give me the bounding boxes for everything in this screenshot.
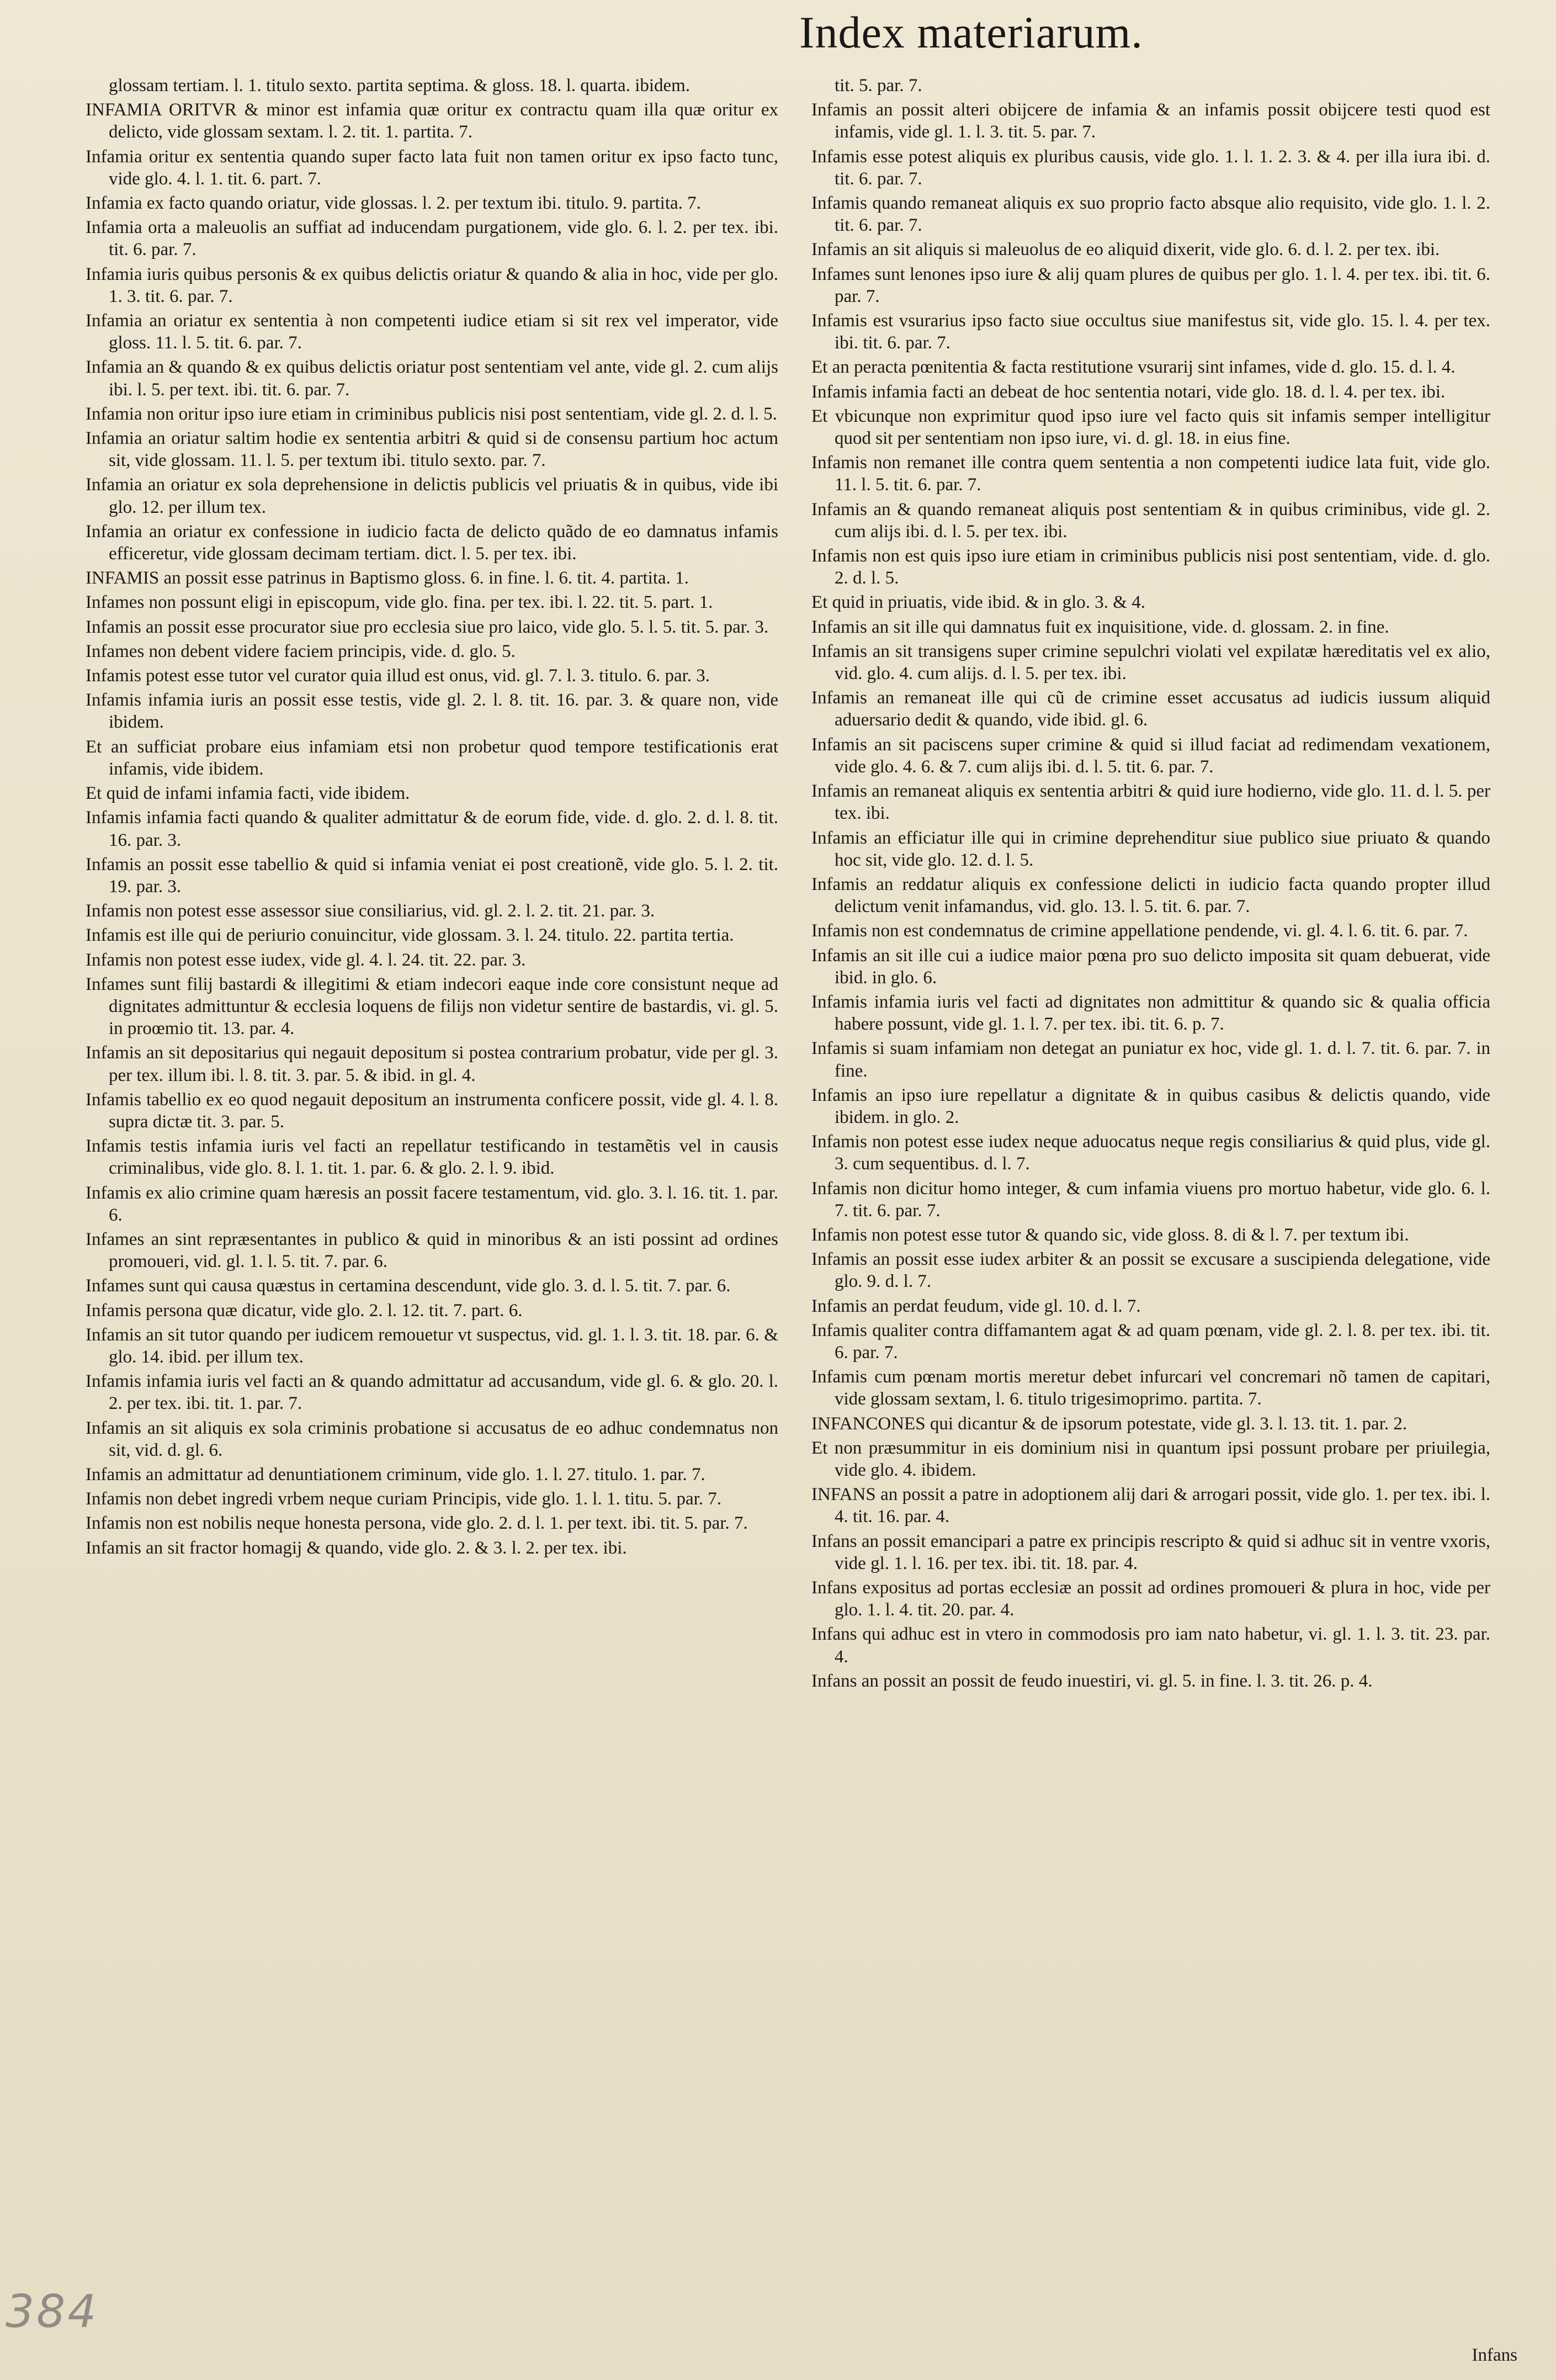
index-entry: Infamis esse potest aliquis ex pluribus causis, vide glo. 1. l. 1. 2. 3. & 4. per illa iura ibi. d. tit. 6. par. 7. bbox=[811, 146, 1490, 189]
index-entry: Infamis an reddatur aliquis ex confessione delicti in iudicio facta quando propter illud delictum venit infamandus, vid. glo. 13. l. 5. tit. 6. par. 7. bbox=[811, 874, 1490, 917]
index-entry: Infamis infamia iuris vel facti an & quando admittatur ad accusandum, vide gl. 6. & glo. 20. l. 2. per tex. ibi. tit. 1. par. 7. bbox=[86, 1371, 778, 1414]
index-entry: Infamis an sit paciscens super crimine & quid si illud faciat ad redimendam vexationem, vide glo. 4. 6. & 7. cum alijs ibi. d. l. 5. tit. 6. par. 7. bbox=[811, 734, 1490, 777]
left-column bbox=[86, 75, 778, 1561]
index-entry: Infamia an & quando & ex quibus delictis oriatur post sententiam vel ante, vide gl. 2. cum alijs ibi. l. 5. per text. ibi. tit. 6. par. 7. bbox=[86, 357, 778, 400]
index-entry: Infamis non est nobilis neque honesta persona, vide glo. 2. d. l. 1. per text. ibi. tit. 5. par. 7. bbox=[86, 1513, 748, 1534]
index-entry: Et non præsummitur in eis dominium nisi in quantum ipsi possunt probare per priuilegia, vide glo. 4. ibidem. bbox=[811, 1438, 1490, 1480]
index-entry: Infamis infamia iuris vel facti ad dignitates non admittitur & quando sic & qualia officia habere possunt, vide gl. 1. l. 7. per tex. ibi. tit. 6. p. 7. bbox=[811, 992, 1490, 1035]
index-entry: Infamis non est condemnatus de crimine appellatione pendende, vi. gl. 4. l. 6. tit. 6. par. 7. bbox=[811, 921, 1468, 941]
index-entry: Infamis infamia facti an debeat de hoc sententia notari, vide glo. 18. d. l. 4. per tex. ibi. bbox=[811, 381, 1446, 402]
index-entry: Infamia an oriatur ex sententia à non competenti iudice etiam si sit rex vel imperator, vide gloss. 11. l. 5. tit. 6. par. 7. bbox=[86, 311, 778, 353]
index-entry: Infamis testis infamia iuris vel facti an repellatur testificando in testamẽtis vel in causis criminalibus, vide glo. 8. l. 1. tit. 1. par. 6. & glo. 2. l. 9. ibid. bbox=[86, 1136, 778, 1179]
index-entry: Infamis an & quando remaneat aliquis post sententiam & in quibus criminibus, vide gl. 2. cum alijs ibi. d. l. 5. per tex. ibi. bbox=[811, 499, 1490, 542]
index-entry: Infamis an sit transigens super crimine sepulchri violati vel expilatæ hæreditatis vel ex alio, vid. glo. 4. cum alijs. d. l. 5. per tex. ibi. bbox=[811, 641, 1490, 684]
index-entry: Infames sunt filij bastardi & illegitimi & etiam indecori eaque inde core consistunt neque ad dignitates admittuntur & ecclesia loquens de filijs non videtur sentire de bastardis, vi. gl. 5. in proœmio tit. 13. par. 4. bbox=[86, 974, 778, 1039]
index-entry: Infamis an possit alteri obijcere de infamia & an infamis possit obijcere testi quod est infamis, vide gl. 1. l. 3. tit. 5. par. 7. bbox=[811, 100, 1490, 142]
index-entry: Infames non debent videre faciem principis, vide. d. glo. 5. bbox=[86, 641, 516, 661]
index-entry: Infamia an oriatur ex confessione in iudicio facta de delicto quãdo de eo damnatus infamis efficeretur, vide glossam decimam tertiam. dict. l. 5. per tex. ibi. bbox=[86, 521, 778, 564]
index-entry: Infames sunt lenones ipso iure & alij quam plures de quibus per glo. 1. l. 4. per tex. ibi. tit. 6. par. 7. bbox=[811, 264, 1490, 306]
index-entry: Infamis an remaneat aliquis ex sententia arbitri & quid iure hodierno, vide glo. 11. d. l. 5. per tex. ibi. bbox=[811, 781, 1490, 824]
index-entry: tit. 5. par. 7. bbox=[835, 76, 922, 96]
index-entry: Infamis an sit aliquis si maleuolus de eo aliquid dixerit, vide glo. 6. d. l. 2. per tex. ibi. bbox=[811, 240, 1440, 260]
index-entry: Et quid in priuatis, vide ibid. & in glo. 3. & 4. bbox=[811, 592, 1145, 613]
index-entry: Infamis non remanet ille contra quem sententia a non competenti iudice lata fuit, vide glo. 11. l. 5. tit. 6. par. 7. bbox=[811, 453, 1490, 495]
index-entry: Infamis an sit ille cui a iudice maior pœna pro suo delicto imposita sit quam debuerat, vide ibid. in glo. 6. bbox=[811, 945, 1490, 988]
index-entry: Infamia an oriatur ex sola deprehensione in delictis publicis vel priuatis & in quibus, vide ibi glo. 12. per illum tex. bbox=[86, 475, 778, 517]
index-entry: Infans qui adhuc est in vtero in commodosis pro iam nato habetur, vi. gl. 1. l. 3. tit. 23. par. 4. bbox=[811, 1624, 1490, 1667]
index-entry: Infamia orta a maleuolis an suffiat ad inducendam purgationem, vide glo. 6. l. 2. per tex. ibi. tit. 6. par. 7. bbox=[86, 218, 778, 260]
index-entry: Et vbicunque non exprimitur quod ipso iure vel facto quis sit infamis semper intelligitur quod sit per sententiam non ipso iure, vi. d. gl. 18. in eius fine. bbox=[811, 406, 1490, 449]
index-entry: Et an peracta pœnitentia & facta restitutione vsurarij sint infames, vide d. glo. 15. d. l. 4. bbox=[811, 357, 1456, 378]
index-entry: Infamis si suam infamiam non detegat an puniatur ex hoc, vide gl. 1. d. l. 7. tit. 6. par. 7. in fine. bbox=[811, 1038, 1490, 1081]
index-entry: glossam tertiam. l. 1. titulo sexto. partita septima. & gloss. 18. l. quarta. ibidem. bbox=[109, 76, 691, 96]
page-title bbox=[0, 7, 1556, 59]
index-entry: INFANCONES qui dicantur & de ipsorum potestate, vide gl. 3. l. 13. tit. 1. par. 2. bbox=[811, 1413, 1408, 1434]
index-entry: Infamia ex facto quando oriatur, vide glossas. l. 2. per textum ibi. titulo. 9. partita. 7. bbox=[86, 193, 701, 214]
index-entry: INFANS an possit a patre in adoptionem alij dari & arrogari possit, vide glo. 1. per tex. ibi. l. 4. tit. 16. par. 4. bbox=[811, 1485, 1490, 1527]
index-entry: Infamis persona quæ dicatur, vide glo. 2. l. 12. tit. 7. part. 6. bbox=[86, 1300, 523, 1321]
index-entry: Infamis non est quis ipso iure etiam in criminibus publicis nisi post sententiam, vide. d. glo. 2. d. l. 5. bbox=[811, 546, 1490, 589]
index-entry: Infamia iuris quibus personis & ex quibus delictis oriatur & quando & alia in hoc, vide per glo. 1. 3. tit. 6. par. 7. bbox=[86, 264, 778, 306]
index-entry: Infamis an possit esse tabellio & quid si infamia veniat ei post creationẽ, vide glo. 5. l. 2. tit. 19. par. 3. bbox=[86, 854, 778, 897]
index-entry: Infamis an sit aliquis ex sola criminis probatione si accusatus de eo adhuc condemnatus non sit, vid. d. gl. 6. bbox=[86, 1418, 778, 1460]
index-entry: Infamis non potest esse tutor & quando sic, vide gloss. 8. di & l. 7. per textum ibi. bbox=[811, 1225, 1409, 1245]
index-entry: Infamis an remaneat ille qui cũ de crimine esset accusatus ad iudicis iussum aliquid aduersario dedit & quando, vide ibid. gl. 6. bbox=[811, 688, 1490, 730]
index-entry: Infamis infamia iuris an possit esse testis, vide gl. 2. l. 8. tit. 16. par. 3. & quare non, vide ibidem. bbox=[86, 690, 778, 733]
index-entry: Infamis an possit esse iudex arbiter & an possit se excusare a suscipienda delegatione, vide glo. 9. d. l. 7. bbox=[811, 1249, 1490, 1292]
handwritten-page-number: 384 bbox=[6, 2286, 99, 2338]
index-entry: Infamis an ipso iure repellatur a dignitate & in quibus casibus & delictis quando, vide ibidem. in glo. 2. bbox=[811, 1085, 1490, 1127]
index-entry: Infamis an admittatur ad denuntiationem criminum, vide glo. 1. l. 27. titulo. 1. par. 7. bbox=[86, 1464, 705, 1485]
index-entry: Infamis an sit fractor homagij & quando, vide glo. 2. & 3. l. 2. per tex. ibi. bbox=[86, 1538, 627, 1558]
index-entry: Infames an sint repræsentantes in publico & quid in minoribus & an isti possint ad ordines promoueri, vid. gl. 1. l. 5. tit. 7. par. 6. bbox=[86, 1229, 778, 1272]
index-entry: Infamis an sit depositarius qui negauit depositum si postea contrarium probatur, vide per gl. 3. per tex. illum ibi. l. 8. tit. 3. par. 5. & ibid. in gl. 4. bbox=[86, 1043, 778, 1085]
index-entry: INFAMIS an possit esse patrinus in Baptismo gloss. 6. in fine. l. 6. tit. 4. partita. 1. bbox=[86, 568, 689, 589]
index-entry: Infamis ex alio crimine quam hæresis an possit facere testamentum, vid. glo. 3. l. 16. tit. 1. par. 6. bbox=[86, 1183, 778, 1225]
index-entry: Infans an possit emancipari a patre ex principis rescripto & quid si adhuc sit in ventre vxoris, vide gl. 1. l. 16. per tex. ibi. tit. 18. par. 4. bbox=[811, 1531, 1490, 1573]
index-entry: Infamis non debet ingredi vrbem neque curiam Principis, vide glo. 1. l. 1. titu. 5. par. 7. bbox=[86, 1489, 722, 1509]
index-entry: Infamis qualiter contra diffamantem agat & ad quam pœnam, vide gl. 2. l. 8. per tex. ibi. tit. 6. par. 7. bbox=[811, 1320, 1490, 1363]
index-entry: Infamis est ille qui de periurio conuincitur, vide glossam. 3. l. 24. titulo. 22. partita tertia. bbox=[86, 925, 734, 946]
index-entry: Infamis tabellio ex eo quod negauit depositum an instrumenta conficere possit, vide gl. 4. l. 8. supra dictæ tit. 3. par. 5. bbox=[86, 1089, 778, 1132]
index-entry: Infames non possunt eligi in episcopum, vide glo. fina. per tex. ibi. l. 22. tit. 5. part. 1. bbox=[86, 592, 713, 613]
index-entry: Infamis non potest esse iudex, vide gl. 4. l. 24. tit. 22. par. 3. bbox=[86, 950, 526, 970]
index-entry: Infamis quando remaneat aliquis ex suo proprio facto absque alio requisito, vide glo. 1. l. 2. tit. 6. par. 7. bbox=[811, 193, 1490, 236]
index-entry: Infamis non dicitur homo integer, & cum infamia viuens pro mortuo habetur, vide glo. 6. l. 7. tit. 6. par. 7. bbox=[811, 1178, 1490, 1221]
index-entry: Infamis non potest esse iudex neque aduocatus neque regis consiliarius & quid plus, vide gl. 3. cum sequentibus. d. l. 7. bbox=[811, 1132, 1490, 1174]
index-entry: Infamis potest esse tutor vel curator quia illud est onus, vid. gl. 7. l. 3. titulo. 6. par. 3. bbox=[86, 666, 710, 686]
index-entry: Infamis est vsurarius ipso facto siue occultus siue manifestus sit, vide glo. 15. l. 4. per tex. ibi. tit. 6. par. 7. bbox=[811, 311, 1490, 353]
index-entry: Infamia oritur ex sententia quando super facto lata fuit non tamen oritur ex ipso facto tunc, vide glo. 4. l. 1. tit. 6. part. 7. bbox=[86, 146, 778, 189]
index-entry: INFAMIA ORITVR & minor est infamia quæ oritur ex contractu quam illa quæ oritur ex delicto, vide glossam sextam. l. 2. tit. 1. partita. 7. bbox=[86, 100, 778, 142]
index-entry: Infamis an sit ille qui damnatus fuit ex inquisitione, vide. d. glossam. 2. in fine. bbox=[811, 617, 1389, 637]
running-head: Index materiarum. bbox=[799, 7, 1143, 57]
index-entry: Et quid de infami infamia facti, vide ibidem. bbox=[86, 783, 410, 804]
index-entry: Infamis an sit tutor quando per iudicem remouetur vt suspectus, vid. gl. 1. l. 3. tit. 18. par. 6. & glo. 14. ibid. per illum tex. bbox=[86, 1324, 778, 1367]
index-entry: Infans expositus ad portas ecclesiæ an possit ad ordines promoueri & plura in hoc, vide per glo. 1. l. 4. tit. 20. par. 4. bbox=[811, 1578, 1490, 1620]
index-entry: Infans an possit an possit de feudo inuestiri, vi. gl. 5. in fine. l. 3. tit. 26. p. 4. bbox=[811, 1671, 1373, 1691]
right-column bbox=[811, 75, 1490, 1694]
index-entry: Infames sunt qui causa quæstus in certamina descendunt, vide glo. 3. d. l. 5. tit. 7. par. 6. bbox=[86, 1276, 731, 1296]
index-entry: Infamis an possit esse procurator siue pro ecclesia siue pro laico, vide glo. 5. l. 5. tit. 5. par. 3. bbox=[86, 617, 769, 637]
index-entry: Infamis cum pœnam mortis meretur debet infurcari vel concremari nõ tamen de capitari, vide glossam sextam, l. 6. titulo trigesimoprimo. partita. 7. bbox=[811, 1367, 1490, 1409]
index-entry: Infamis an efficiatur ille qui in crimine deprehenditur siue publico siue priuato & quando hoc sit, vide glo. 12. d. l. 5. bbox=[811, 828, 1490, 870]
index-entry: Infamis an perdat feudum, vide gl. 10. d. l. 7. bbox=[811, 1296, 1141, 1316]
index-entry: Infamis non potest esse assessor siue consiliarius, vid. gl. 2. l. 2. tit. 21. par. 3. bbox=[86, 901, 655, 921]
index-entry: Infamis infamia facti quando & qualiter admittatur & de eorum fide, vide. d. glo. 2. d. l. 8. tit. 16. par. 3. bbox=[86, 808, 778, 850]
index-entry: Et an sufficiat probare eius infamiam etsi non probetur quod tempore testificationis erat infamis, vide ibidem. bbox=[86, 736, 778, 779]
catchword: Infans bbox=[1472, 2345, 1517, 2365]
index-entry: Infamia non oritur ipso iure etiam in criminibus publicis nisi post sententiam, vide gl. 2. d. l. 5. bbox=[86, 404, 777, 424]
index-entry: Infamia an oriatur saltim hodie ex sententia arbitri & quid si de consensu partium hoc actum sit, vide glossam. 11. l. 5. per textum ibi. titulo sexto. par. 7. bbox=[86, 428, 778, 471]
